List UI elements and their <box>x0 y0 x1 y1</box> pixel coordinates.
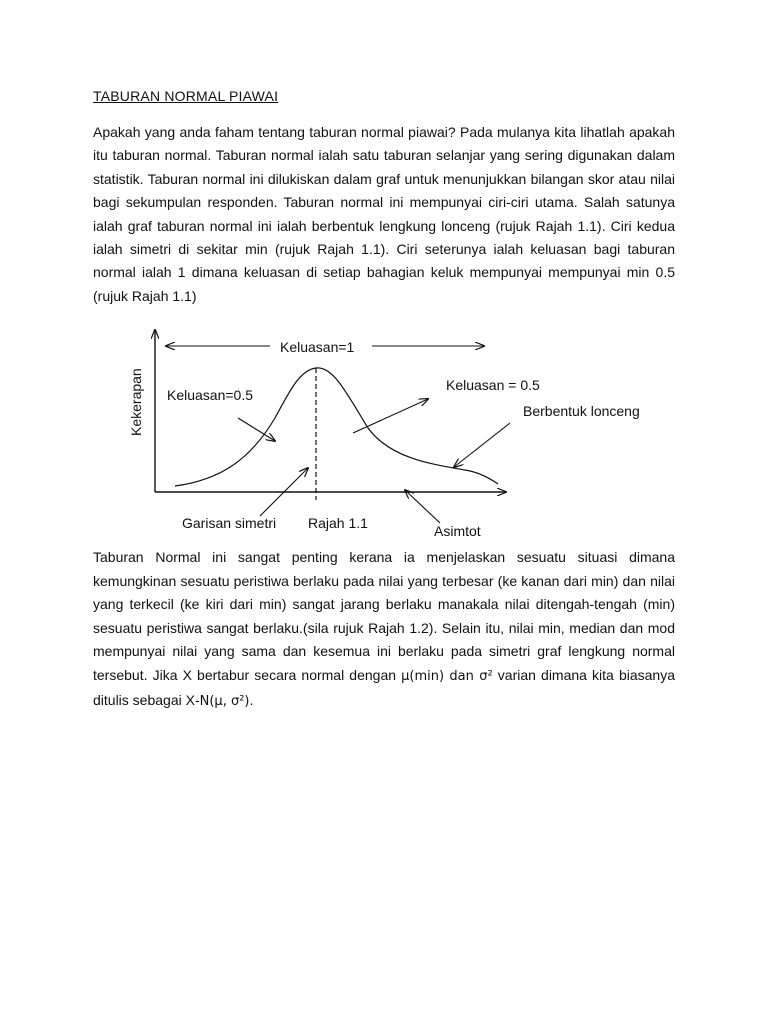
y-axis-label: Kekerapan <box>128 368 144 436</box>
normal-notation: N(μ, σ²) <box>199 693 250 709</box>
body-paragraph <box>93 546 675 713</box>
body-paragraph-end: . <box>249 691 254 708</box>
sigma-squared-symbol: σ² <box>479 668 493 684</box>
bell-shape-label: Berbentuk lonceng <box>523 403 640 419</box>
body-paragraph-text-continued: varian dimana kita biasanya ditulis sebagai X- <box>93 666 675 708</box>
area-left-arrow <box>238 418 275 441</box>
area-right-label: Keluasan = 0.5 <box>446 377 540 393</box>
intro-paragraph: Apakah yang anda faham tentang taburan normal piawai? Pada mulanya kita lihatlah apakah itu taburan normal. Taburan normal ialah satu taburan selanjar yang sering digunakan dalam statistik. Taburan normal ini dilukiskan dalam graf untuk menunjukkan bilangan skor atau nilai bagi sekumpulan responden. Taburan normal ini mempunyai ciri-ciri utama. Salah satunya ialah graf taburan normal ini ialah berbentuk lengkung lonceng (rujuk Rajah 1.1). Ciri kedua ialah simetri di sekitar min (rujuk Rajah 1.1). Ciri seterunya ialah keluasan bagi taburan normal ialah 1 dimana keluasan di setiap bahagian keluk mempunyai mempunyai min 0.5 (rujuk Rajah 1.1) <box>93 124 675 304</box>
area-left-label: Keluasan=0.5 <box>167 387 254 403</box>
figure-caption: Rajah 1.1 <box>308 515 368 531</box>
area-total-label: Keluasan=1 <box>280 339 355 355</box>
figure-rajah-1-1 <box>120 320 640 542</box>
symmetry-line-label: Garisan simetri <box>182 515 277 531</box>
body-paragraph-text: Taburan Normal ini sangat penting kerana ia menjelaskan sesuatu situasi dimana kemungkinan sesuatu peristiwa berlaku pada nilai yang terbesar (ke kanan dari min) dan nilai yang terkecil (ke kiri dari min) sangat jarang berlaku manakala nilai ditengah-tengah (min) sesuatu peristiwa sangat berlaku.(sila rujuk Rajah 1.2). Selain itu, nilai min, median dan mod mempunyai nilai yang sama dan kesemua ini berlaku pada simetri graf lengkung normal tersebut. Jika X bertabur secara normal dengan <box>93 549 675 683</box>
mu-symbol: μ(min) dan <box>401 668 480 684</box>
area-right-arrow <box>353 399 428 433</box>
document-title: TABURAN NORMAL PIAWAI <box>93 88 279 104</box>
asymptote-arrow <box>405 490 440 523</box>
bell-shape-arrow <box>454 423 510 467</box>
asymptote-label: Asimtot <box>434 523 481 539</box>
